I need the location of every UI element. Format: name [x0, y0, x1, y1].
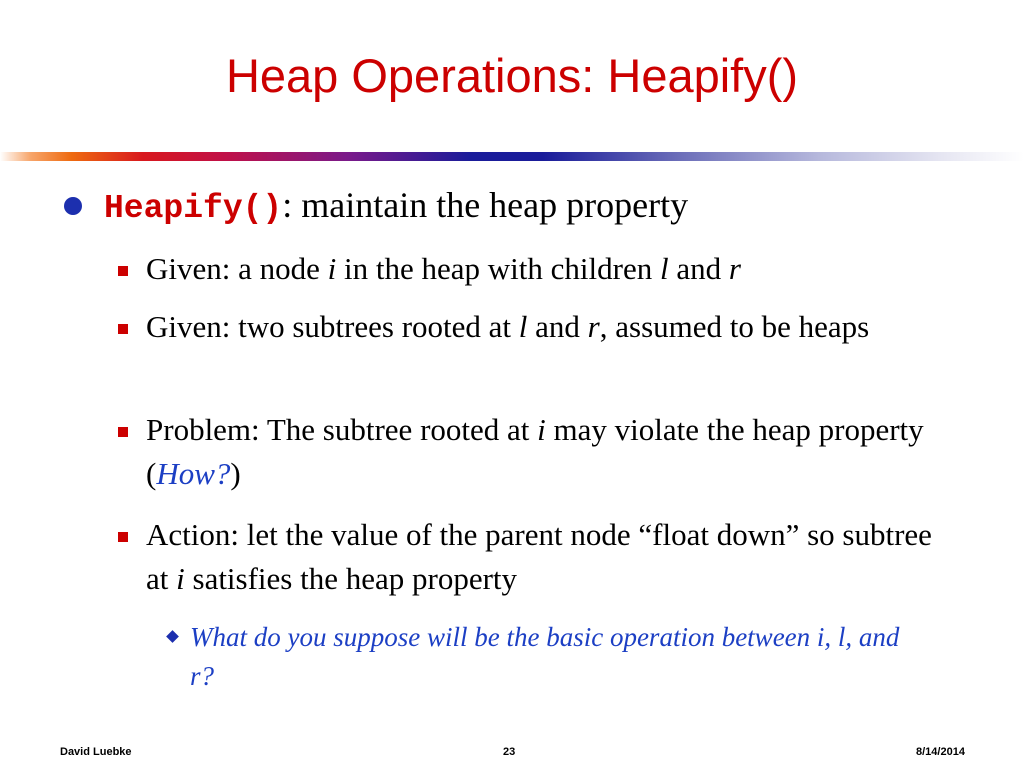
sub-bullet-text: and [527, 309, 588, 344]
var-r: r [587, 309, 600, 344]
square-bullet-icon [118, 324, 128, 334]
var-l: l [659, 251, 669, 286]
var-l: l [518, 309, 528, 344]
footer-page-number: 23 [503, 746, 516, 758]
diamond-bullet-icon [166, 630, 179, 643]
sub-bullet-text: may violate the heap property ( [146, 412, 924, 491]
var-i: i [327, 251, 337, 286]
var-r: r [728, 251, 741, 286]
main-bullet-text: : maintain the heap property [282, 185, 689, 225]
sub-bullet-text: and [668, 251, 729, 286]
sub-bullet-given-node [146, 247, 946, 291]
sub-bullet-text: in the heap with children [336, 251, 660, 286]
heapify-code: Heapify() [104, 190, 283, 227]
sub-bullet-text: Given: a node [146, 251, 328, 286]
square-bullet-icon [118, 266, 128, 276]
sub-bullet-text: Given: two subtrees rooted at [146, 309, 519, 344]
round-bullet-icon [64, 197, 82, 215]
slide-title: Heap Operations: Heapify() [225, 49, 799, 102]
question-text: What do you suppose will be the basic operation between i, l, and r? [190, 622, 900, 691]
main-bullet [104, 182, 984, 232]
sub-bullet-action [146, 513, 946, 601]
sub-bullet-text: Problem: The subtree rooted at [146, 412, 538, 447]
sub-bullet-text: satisfies the heap property [184, 561, 518, 596]
sub-bullet-given-subtrees [146, 305, 946, 349]
square-bullet-icon [118, 532, 128, 542]
how-question: How? [156, 456, 231, 491]
sub-bullet-text: , assumed to be heaps [599, 309, 870, 344]
sub-bullet-text: ) [230, 456, 241, 491]
var-i: i [537, 412, 546, 447]
footer-date: 8/14/2014 [916, 746, 965, 758]
var-i: i [176, 561, 185, 596]
footer-author: David Luebke [60, 746, 132, 758]
sub-bullet-problem [146, 408, 946, 496]
sub-sub-bullet-question [190, 618, 910, 696]
sub-bullet-text: Action: let the value of the parent node “float down” so subtree at [146, 517, 932, 596]
square-bullet-icon [118, 427, 128, 437]
